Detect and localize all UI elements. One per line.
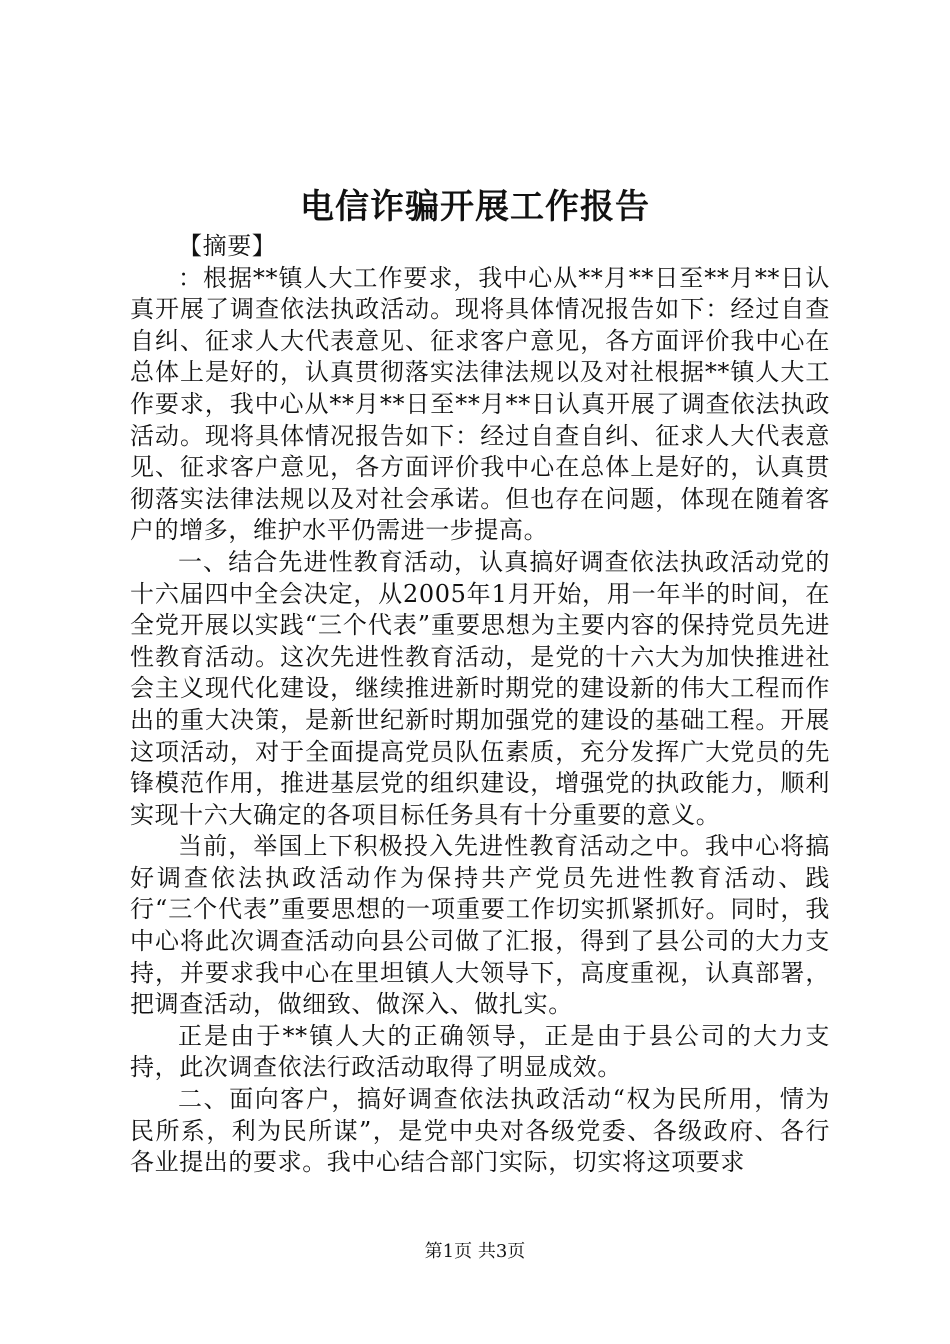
section-one-paragraph: 一、结合先进性教育活动，认真搞好调查依法执政活动党的十六届四中全会决定，从2005年1月开始，用一年半的时间，在全党开展以实践“三个代表”重要思想为主要内容的保持党员先进性教育活动。这次先进性教育活动，是党的十六大为加快推进社会主义现代化建设，继续推进新时期党的建设新的伟大工程而作出的重大决策，是新世纪新时期加强党的建设的基础工程。开展这项活动，对于全面提高党员队伍素质，充分发挥广大党员的先锋模范作用，推进基层党的组织建设，增强党的执政能力，顺利实现十六大确定的各项目标任务具有十分重要的意义。 <box>130 547 830 829</box>
page-footer: 第1页 共3页 <box>424 1241 526 1262</box>
document-title: 电信诈骗开展工作报告 <box>300 187 650 227</box>
document-body <box>130 231 830 1179</box>
section-two-paragraph: 二、面向客户，搞好调查依法执政活动“权为民所用，情为民所系，利为民所谋”，是党中央对各级党委、各级政府、各行各业提出的要求。我中心结合部门实际，切实将这项要求 <box>130 1085 830 1177</box>
results-paragraph: 正是由于**镇人大的正确领导，正是由于县公司的大力支持，此次调查依法行政活动取得了明显成效。 <box>130 1021 830 1082</box>
abstract-paragraph: ：根据**镇人大工作要求，我中心从**月**日至**月**日认真开展了调查依法执政活动。现将具体情况报告如下：经过自查自纠、征求人大代表意见、征求客户意见，各方面评价我中心在总体上是好的，认真贯彻落实法律法规以及对社根据**镇人大工作要求，我中心从**月**日至**月**日认真开展了调查依法执政活动。现将具体情况报告如下：经过自查自纠、征求人大代表意见、征求客户意见，各方面评价我中心在总体上是好的，认真贯彻落实法律法规以及对社会承诺。但也存在问题，体现在随着客户的增多，维护水平仍需进一步提高。 <box>130 263 830 545</box>
abstract-heading: 【摘要】 <box>178 232 277 260</box>
current-situation-paragraph: 当前，举国上下积极投入先进性教育活动之中。我中心将搞好调查依法执政活动作为保持共产党员先进性教育活动、践行“三个代表”重要思想的一项重要工作切实抓紧抓好。同时，我中心将此次调查活动向县公司做了汇报，得到了县公司的大力支持，并要求我中心在里坦镇人大领导下，高度重视，认真部署，把调查活动，做细致、做深入、做扎实。 <box>130 832 830 1019</box>
